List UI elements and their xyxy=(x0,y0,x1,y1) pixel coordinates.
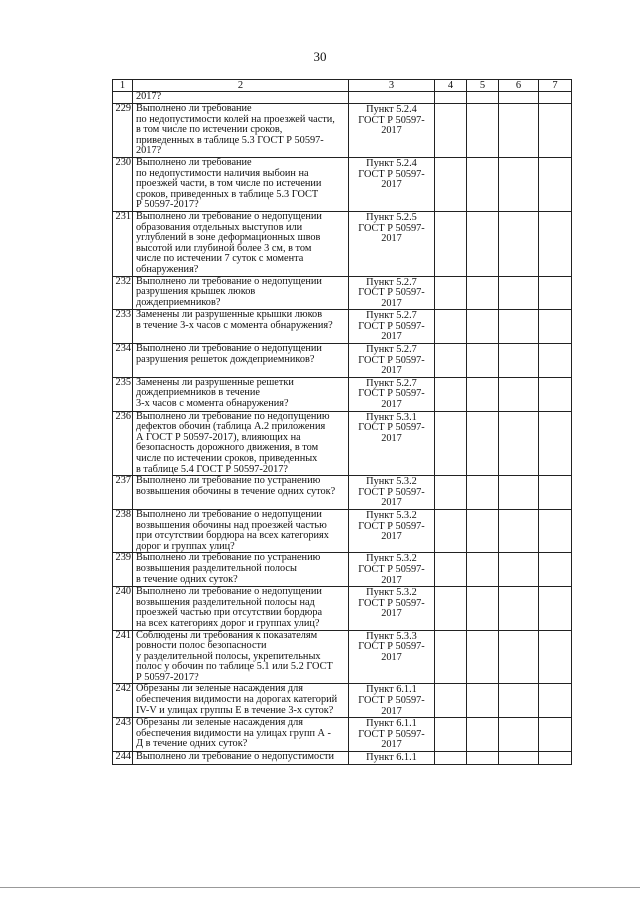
row-number: 244 xyxy=(113,752,133,765)
cell-col-7 xyxy=(539,276,572,310)
cell-col-4 xyxy=(435,211,467,276)
cell-col-4 xyxy=(435,553,467,587)
cell-col-6 xyxy=(499,587,539,630)
cell-col-6 xyxy=(499,92,539,104)
header-col-6: 6 xyxy=(499,80,539,92)
cell-col-7 xyxy=(539,211,572,276)
cell-col-4 xyxy=(435,92,467,104)
table-row xyxy=(113,684,572,718)
cell-col-5 xyxy=(467,377,499,411)
row-reference: Пункт 6.1.1 xyxy=(349,752,435,765)
cell-col-5 xyxy=(467,509,499,552)
cell-col-5 xyxy=(467,104,499,158)
row-reference: Пункт 5.3.1 ГОСТ Р 50597- 2017 xyxy=(349,411,435,476)
cell-col-7 xyxy=(539,509,572,552)
cell-col-6 xyxy=(499,211,539,276)
cell-col-4 xyxy=(435,509,467,552)
cell-col-5 xyxy=(467,752,499,765)
row-reference: Пункт 5.2.4 ГОСТ Р 50597- 2017 xyxy=(349,157,435,211)
row-number: 230 xyxy=(113,157,133,211)
cell-col-7 xyxy=(539,752,572,765)
cell-col-7 xyxy=(539,587,572,630)
row-number: 234 xyxy=(113,344,133,378)
header-col-2: 2 xyxy=(133,80,349,92)
cell-col-4 xyxy=(435,157,467,211)
row-question: Выполнено ли требование о недопущении возвышения обочины над проезжей частью при отсутствии бордюра на всех категориях дорог и группах улиц? xyxy=(133,509,349,552)
row-reference: Пункт 6.1.1 ГОСТ Р 50597- 2017 xyxy=(349,718,435,752)
cell-col-7 xyxy=(539,344,572,378)
header-col-3: 3 xyxy=(349,80,435,92)
cell-col-4 xyxy=(435,718,467,752)
row-reference: Пункт 5.3.2 ГОСТ Р 50597- 2017 xyxy=(349,553,435,587)
row-reference: Пункт 5.2.4 ГОСТ Р 50597- 2017 xyxy=(349,104,435,158)
continuation-row xyxy=(113,92,572,104)
row-number: 231 xyxy=(113,211,133,276)
cell-col-6 xyxy=(499,630,539,684)
row-reference: Пункт 5.3.2 ГОСТ Р 50597- 2017 xyxy=(349,476,435,510)
header-col-1: 1 xyxy=(113,80,133,92)
row-number: 233 xyxy=(113,310,133,344)
cell-col-7 xyxy=(539,104,572,158)
row-question: Соблюдены ли требования к показателям ровности полос безопасности у разделительной полосы, укрепительных полос у обочин по таблице 5.1 или 5.2 ГОСТ Р 50597-2017? xyxy=(133,630,349,684)
cell-col-4 xyxy=(435,310,467,344)
cell-col-5 xyxy=(467,211,499,276)
row-number xyxy=(113,92,133,104)
table-row xyxy=(113,276,572,310)
table-row xyxy=(113,553,572,587)
table-row xyxy=(113,718,572,752)
cell-col-5 xyxy=(467,630,499,684)
table-row xyxy=(113,377,572,411)
row-number: 229 xyxy=(113,104,133,158)
table-row xyxy=(113,344,572,378)
table-row xyxy=(113,157,572,211)
cell-col-6 xyxy=(499,411,539,476)
row-question: Выполнено ли требование по недопущению дефектов обочин (таблица А.2 приложения А ГОСТ Р 50597-2017), влияющих на безопасность дорожного движения, в том числе по истечении сроков, приведенных в таблице 5.4 ГОСТ Р 50597-2017? xyxy=(133,411,349,476)
cell-col-4 xyxy=(435,104,467,158)
row-number: 239 xyxy=(113,553,133,587)
row-reference xyxy=(349,92,435,104)
page-bottom-rule xyxy=(0,887,640,888)
cell-col-7 xyxy=(539,476,572,510)
row-number: 240 xyxy=(113,587,133,630)
row-reference: Пункт 6.1.1 ГОСТ Р 50597- 2017 xyxy=(349,684,435,718)
table-row xyxy=(113,752,572,765)
cell-col-6 xyxy=(499,157,539,211)
row-reference: Пункт 5.3.2 ГОСТ Р 50597- 2017 xyxy=(349,509,435,552)
table-row xyxy=(113,411,572,476)
row-reference: Пункт 5.2.7 ГОСТ Р 50597- 2017 xyxy=(349,344,435,378)
cell-col-7 xyxy=(539,553,572,587)
header-col-5: 5 xyxy=(467,80,499,92)
cell-col-6 xyxy=(499,276,539,310)
cell-col-6 xyxy=(499,752,539,765)
header-row xyxy=(113,80,572,92)
row-number: 236 xyxy=(113,411,133,476)
header-col-4: 4 xyxy=(435,80,467,92)
row-question: Выполнено ли требование по недопустимости наличия выбоин на проезжей части, в том числе по истечении сроков, приведенных в таблице 5.3 ГОСТ Р 50597-2017? xyxy=(133,157,349,211)
cell-col-5 xyxy=(467,92,499,104)
cell-col-5 xyxy=(467,344,499,378)
row-question: Заменены ли разрушенные крышки люков в течение 3-х часов с момента обнаружения? xyxy=(133,310,349,344)
row-reference: Пункт 5.2.7 ГОСТ Р 50597- 2017 xyxy=(349,310,435,344)
row-reference: Пункт 5.2.7 ГОСТ Р 50597- 2017 xyxy=(349,276,435,310)
cell-col-5 xyxy=(467,310,499,344)
checklist-table xyxy=(112,79,572,765)
cell-col-4 xyxy=(435,377,467,411)
table-row xyxy=(113,476,572,510)
row-number: 235 xyxy=(113,377,133,411)
row-question: 2017? xyxy=(133,92,349,104)
cell-col-7 xyxy=(539,411,572,476)
row-question: Выполнено ли требование по недопустимости колей на проезжей части, в том числе по истечении сроков, приведенных в таблице 5.3 ГОСТ Р 50597- 2017? xyxy=(133,104,349,158)
cell-col-5 xyxy=(467,157,499,211)
row-question: Выполнено ли требование о недопущении возвышения разделительной полосы над проезжей частью при отсутствии бордюра на всех категориях дорог и группах улиц? xyxy=(133,587,349,630)
cell-col-5 xyxy=(467,411,499,476)
table-row xyxy=(113,310,572,344)
row-number: 243 xyxy=(113,718,133,752)
row-question: Выполнено ли требование о недопущении разрушения решеток дождеприемников? xyxy=(133,344,349,378)
cell-col-7 xyxy=(539,377,572,411)
row-question: Выполнено ли требование по устранению возвышения разделительной полосы в течение одних суток? xyxy=(133,553,349,587)
cell-col-6 xyxy=(499,684,539,718)
table-row xyxy=(113,630,572,684)
cell-col-6 xyxy=(499,377,539,411)
cell-col-6 xyxy=(499,104,539,158)
cell-col-5 xyxy=(467,684,499,718)
cell-col-5 xyxy=(467,718,499,752)
cell-col-4 xyxy=(435,630,467,684)
cell-col-4 xyxy=(435,276,467,310)
row-question: Обрезаны ли зеленые насаждения для обеспечения видимости на улицах групп А - Д в течение одних суток? xyxy=(133,718,349,752)
cell-col-6 xyxy=(499,476,539,510)
cell-col-5 xyxy=(467,587,499,630)
table-row xyxy=(113,211,572,276)
row-number: 242 xyxy=(113,684,133,718)
cell-col-7 xyxy=(539,684,572,718)
row-number: 238 xyxy=(113,509,133,552)
cell-col-5 xyxy=(467,276,499,310)
row-question: Выполнено ли требование о недопустимости xyxy=(133,752,349,765)
cell-col-5 xyxy=(467,553,499,587)
cell-col-6 xyxy=(499,509,539,552)
cell-col-6 xyxy=(499,718,539,752)
header-col-7: 7 xyxy=(539,80,572,92)
row-number: 232 xyxy=(113,276,133,310)
cell-col-6 xyxy=(499,553,539,587)
row-question: Заменены ли разрушенные решетки дождеприемников в течение 3-х часов с момента обнаружения? xyxy=(133,377,349,411)
table-row xyxy=(113,509,572,552)
cell-col-4 xyxy=(435,411,467,476)
cell-col-6 xyxy=(499,310,539,344)
row-reference: Пункт 5.3.2 ГОСТ Р 50597- 2017 xyxy=(349,587,435,630)
cell-col-4 xyxy=(435,752,467,765)
row-reference: Пункт 5.3.3 ГОСТ Р 50597- 2017 xyxy=(349,630,435,684)
cell-col-6 xyxy=(499,344,539,378)
cell-col-7 xyxy=(539,157,572,211)
row-question: Выполнено ли требование по устранению возвышения обочины в течение одних суток? xyxy=(133,476,349,510)
cell-col-7 xyxy=(539,310,572,344)
cell-col-5 xyxy=(467,476,499,510)
page-number: 30 xyxy=(313,49,327,64)
cell-col-4 xyxy=(435,476,467,510)
table-row xyxy=(113,587,572,630)
cell-col-7 xyxy=(539,92,572,104)
row-question: Выполнено ли требование о недопущении образования отдельных выступов или углублений в зоне деформационных швов высотой или глубиной более 3 см, в том числе по истечении 7 суток с момента обнаружения? xyxy=(133,211,349,276)
row-number: 237 xyxy=(113,476,133,510)
table-row xyxy=(113,104,572,158)
row-reference: Пункт 5.2.7 ГОСТ Р 50597- 2017 xyxy=(349,377,435,411)
row-question: Выполнено ли требование о недопущении разрушения крышек люков дождеприемников? xyxy=(133,276,349,310)
cell-col-7 xyxy=(539,630,572,684)
cell-col-4 xyxy=(435,684,467,718)
row-question: Обрезаны ли зеленые насаждения для обеспечения видимости на дорогах категорий IV-V и улицах группы Е в течение 3-х суток? xyxy=(133,684,349,718)
row-number: 241 xyxy=(113,630,133,684)
row-reference: Пункт 5.2.5 ГОСТ Р 50597- 2017 xyxy=(349,211,435,276)
cell-col-4 xyxy=(435,344,467,378)
cell-col-4 xyxy=(435,587,467,630)
cell-col-7 xyxy=(539,718,572,752)
